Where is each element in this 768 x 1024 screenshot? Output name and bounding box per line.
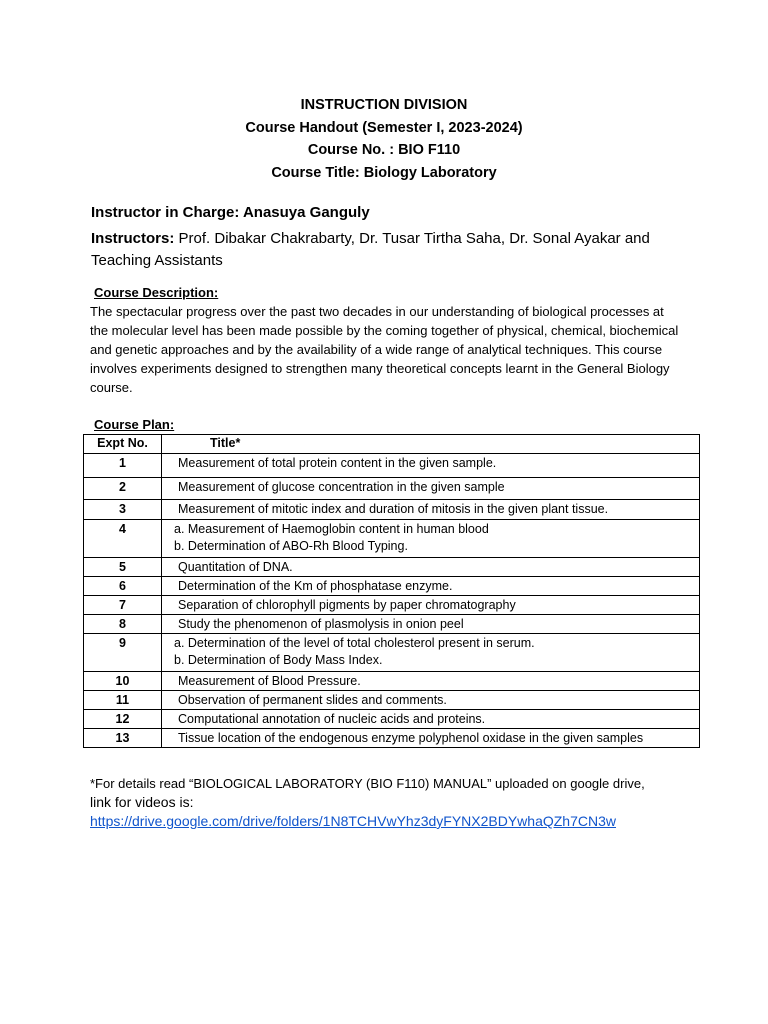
video-link-label: link for videos is: — [90, 794, 194, 810]
expt-title-line: Study the phenomenon of plasmolysis in onion peel — [178, 617, 464, 631]
expt-title-cell — [162, 454, 700, 478]
course-number: Course No. : BIO F110 — [307, 142, 461, 158]
course-description-text: The spectacular progress over the past two decades in our understanding of biological processes at the molecular level has been made possible by the coming together of physical, chemical, biochemical and genetic approaches and by the availability of a wide range of analytical techniques. This course involves experiments designed to strengthen many theoretical concepts learnt in the General Biology course. — [90, 304, 679, 395]
table-row — [84, 500, 700, 520]
expt-title-line: Quantitation of DNA. — [178, 560, 293, 574]
expt-number-cell: 8 — [84, 615, 162, 634]
course-plan-heading: Course Plan: — [94, 417, 175, 432]
expt-title-line: Computational annotation of nucleic acids and proteins. — [178, 712, 486, 726]
expt-title-cell — [162, 577, 700, 596]
expt-title-cell — [162, 478, 700, 500]
table-row — [84, 672, 700, 691]
course-plan-table — [83, 434, 700, 748]
expt-title-cell — [162, 558, 700, 577]
expt-title-cell — [162, 500, 700, 520]
expt-title-line: a. Determination of the level of total cholesterol present in serum. — [174, 636, 535, 650]
expt-title-cell — [162, 520, 700, 558]
expt-number-cell: 3 — [84, 500, 162, 520]
expt-title-cell — [162, 710, 700, 729]
handout-title: Course Handout (Semester I, 2023-2024) — [245, 119, 523, 136]
manual-footnote: *For details read “BIOLOGICAL LABORATORY (BIO F110) MANUAL” uploaded on google drive, — [90, 776, 645, 791]
expt-title-line: Measurement of mitotic index and duration of mitosis in the given plant tissue. — [178, 502, 609, 516]
table-row — [84, 577, 700, 596]
expt-title-cell — [162, 691, 700, 710]
division-title: INSTRUCTION DIVISION — [300, 97, 468, 113]
expt-number-cell: 9 — [84, 634, 162, 672]
course-plan-rows — [84, 454, 700, 748]
table-row — [84, 634, 700, 672]
expt-title-cell — [162, 672, 700, 691]
expt-number-cell: 6 — [84, 577, 162, 596]
instructor-in-charge: Instructor in Charge: Anasuya Ganguly — [91, 204, 370, 221]
table-row — [84, 558, 700, 577]
table-row — [84, 710, 700, 729]
expt-number-cell: 5 — [84, 558, 162, 577]
table-row — [84, 729, 700, 748]
expt-number-cell: 12 — [84, 710, 162, 729]
column-header-title: Title* — [162, 435, 700, 454]
table-row — [84, 691, 700, 710]
expt-title-cell — [162, 729, 700, 748]
instructors-label: Instructors: — [91, 230, 175, 247]
expt-title-line: b. Determination of Body Mass Index. — [174, 653, 383, 667]
expt-title-line: Measurement of total protein content in the given sample. — [178, 456, 497, 470]
expt-title-line: Separation of chlorophyll pigments by paper chromatography — [178, 598, 516, 612]
expt-title-cell — [162, 615, 700, 634]
expt-number-cell: 2 — [84, 478, 162, 500]
expt-title-cell — [162, 596, 700, 615]
expt-title-line: Observation of permanent slides and comments. — [178, 693, 447, 707]
instructors-line — [91, 228, 691, 272]
table-row — [84, 596, 700, 615]
document-header — [0, 94, 768, 184]
expt-title-line: b. Determination of ABO-Rh Blood Typing. — [174, 539, 408, 553]
google-drive-link[interactable]: https://drive.google.com/drive/folders/1N8TCHVwYhz3dyFYNX2BDYwhaQZh7CN3w — [90, 813, 616, 829]
expt-number-cell: 1 — [84, 454, 162, 478]
table-header-row — [84, 435, 700, 454]
expt-title-line: Tissue location of the endogenous enzyme polyphenol oxidase in the given samples — [178, 731, 644, 745]
expt-number-cell: 7 — [84, 596, 162, 615]
expt-title-line: Measurement of Blood Pressure. — [178, 674, 361, 688]
expt-number-cell: 4 — [84, 520, 162, 558]
column-header-expt-no: Expt No. — [84, 435, 162, 454]
course-description-heading: Course Description: — [94, 285, 219, 300]
expt-number-cell: 10 — [84, 672, 162, 691]
instructors-names: Prof. Dibakar Chakrabarty, Dr. Tusar Tirtha Saha, Dr. Sonal Ayakar and Teaching Assistants — [91, 230, 650, 269]
table-row — [84, 478, 700, 500]
expt-number-cell: 11 — [84, 691, 162, 710]
table-row — [84, 454, 700, 478]
table-row — [84, 520, 700, 558]
expt-title-line: Determination of the Km of phosphatase enzyme. — [178, 579, 453, 593]
expt-number-cell: 13 — [84, 729, 162, 748]
expt-title-cell — [162, 634, 700, 672]
expt-title-line: Measurement of glucose concentration in the given sample — [178, 480, 505, 494]
expt-title-line: a. Measurement of Haemoglobin content in human blood — [174, 522, 489, 536]
table-row — [84, 615, 700, 634]
course-title: Course Title: Biology Laboratory — [271, 164, 497, 181]
